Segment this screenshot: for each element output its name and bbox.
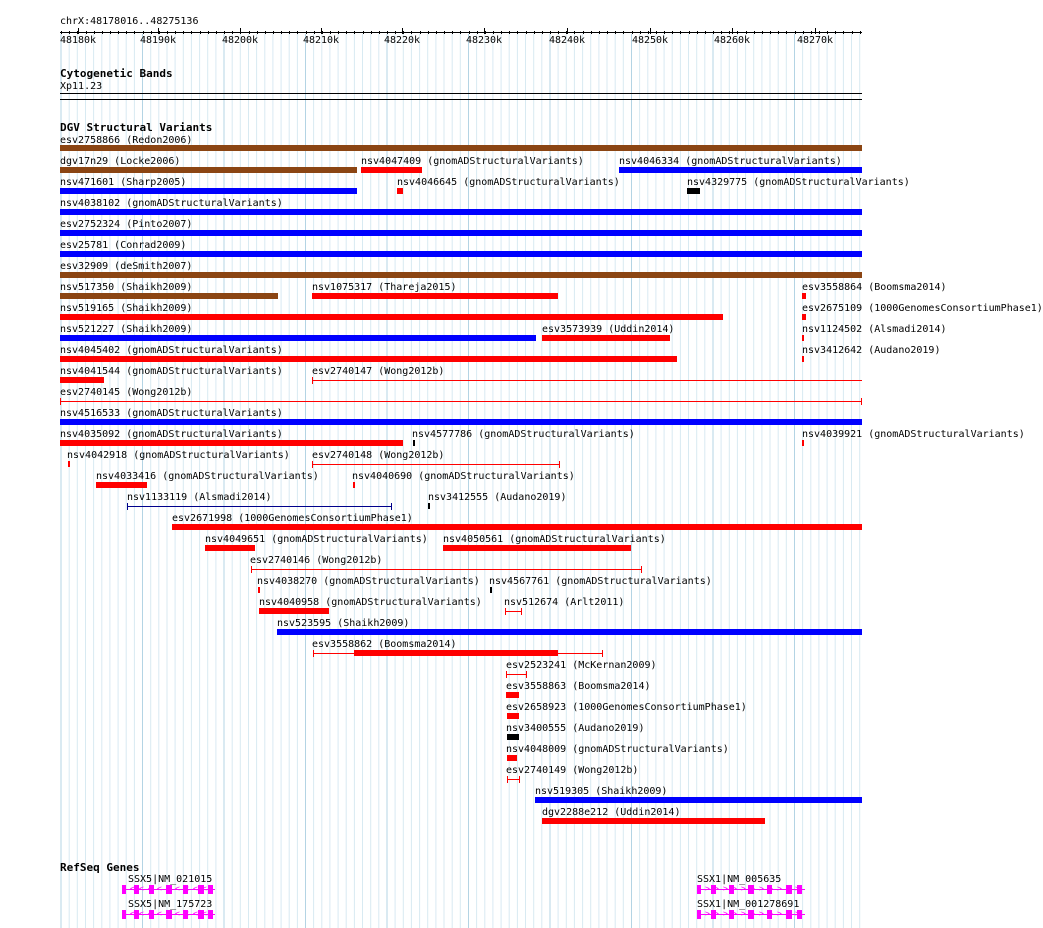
dgv-feature-label[interactable]: nsv4049651 (gnomADStructuralVariants) bbox=[205, 534, 428, 545]
dgv-feature-bar[interactable] bbox=[60, 272, 862, 278]
ruler-minor-tick bbox=[200, 31, 201, 34]
dgv-feature-bar[interactable] bbox=[619, 167, 862, 173]
ruler-minor-tick bbox=[460, 31, 461, 34]
ruler-minor-tick bbox=[729, 31, 730, 34]
dgv-feature-label[interactable]: nsv4038102 (gnomADStructuralVariants) bbox=[60, 198, 283, 209]
dgv-feature-label[interactable]: esv3558862 (Boomsma2014) bbox=[312, 639, 457, 650]
dgv-feature-cap bbox=[641, 566, 642, 573]
ruler-minor-tick bbox=[746, 31, 747, 34]
refseq-exon[interactable] bbox=[122, 885, 126, 894]
ruler-tick-label: 48200k bbox=[221, 35, 259, 46]
refseq-exon[interactable] bbox=[729, 910, 734, 919]
ruler-tick-label: 48220k bbox=[383, 35, 421, 46]
refseq-exon[interactable] bbox=[767, 885, 772, 894]
ruler-minor-tick bbox=[697, 31, 698, 34]
dgv-feature-label[interactable]: nsv4041544 (gnomADStructuralVariants) bbox=[60, 366, 283, 377]
cytobands-track-title: Cytogenetic Bands bbox=[60, 67, 173, 80]
refseq-exon[interactable] bbox=[711, 885, 716, 894]
cytoband-line-bottom bbox=[60, 99, 862, 100]
dgv-feature-cap bbox=[60, 398, 61, 405]
ruler-minor-tick bbox=[811, 31, 812, 34]
ruler-minor-tick bbox=[289, 31, 290, 34]
cytoband-line-top bbox=[60, 93, 862, 94]
ruler-minor-tick bbox=[338, 31, 339, 34]
ruler-minor-tick bbox=[126, 31, 127, 34]
dgv-feature-bar[interactable] bbox=[428, 503, 430, 509]
ruler-minor-tick bbox=[143, 31, 144, 34]
ruler-minor-tick bbox=[306, 31, 307, 34]
ruler-minor-tick bbox=[69, 31, 70, 34]
dgv-feature-bar[interactable] bbox=[397, 188, 403, 194]
dgv-feature-cap bbox=[391, 503, 392, 510]
ruler-tick-label: 48260k bbox=[713, 35, 751, 46]
refseq-exon[interactable] bbox=[711, 910, 716, 919]
ruler-minor-tick bbox=[493, 31, 494, 34]
dgv-feature-bar[interactable] bbox=[507, 713, 519, 719]
dgv-feature-bar[interactable] bbox=[802, 335, 804, 341]
dgv-feature-label[interactable]: nsv519165 (Shaikh2009) bbox=[60, 303, 193, 314]
refseq-track-title: RefSeq Genes bbox=[60, 861, 140, 874]
ruler-minor-tick bbox=[118, 31, 119, 34]
ruler-minor-tick bbox=[705, 31, 706, 34]
ruler-tick bbox=[650, 28, 651, 34]
dgv-feature-label[interactable]: nsv523595 (Shaikh2009) bbox=[277, 618, 410, 629]
ruler-minor-tick bbox=[574, 31, 575, 34]
dgv-feature-label[interactable]: nsv4042918 (gnomADStructuralVariants) bbox=[67, 450, 290, 461]
ruler-minor-tick bbox=[632, 31, 633, 34]
ruler-minor-tick bbox=[354, 31, 355, 34]
dgv-feature-bar[interactable] bbox=[413, 440, 415, 446]
ruler-minor-tick bbox=[61, 31, 62, 34]
dgv-feature-line[interactable] bbox=[127, 506, 391, 507]
ruler-minor-tick bbox=[860, 31, 861, 34]
dgv-feature-label[interactable]: nsv471601 (Sharp2005) bbox=[60, 177, 187, 188]
dgv-feature-bar[interactable] bbox=[506, 692, 519, 698]
dgv-feature-label[interactable]: nsv4047409 (gnomADStructuralVariants) bbox=[361, 156, 584, 167]
dgv-feature-label[interactable]: nsv4050561 (gnomADStructuralVariants) bbox=[443, 534, 666, 545]
refseq-exon[interactable] bbox=[149, 910, 154, 919]
ruler-minor-tick bbox=[689, 31, 690, 34]
dgv-feature-label[interactable]: nsv3400555 (Audano2019) bbox=[506, 723, 645, 734]
ruler-tick-label: 48190k bbox=[139, 35, 177, 46]
ruler-minor-tick bbox=[216, 31, 217, 34]
refseq-exon[interactable] bbox=[166, 885, 172, 894]
ruler-minor-tick bbox=[411, 31, 412, 34]
dgv-feature-line[interactable] bbox=[312, 464, 559, 465]
dgv-feature-label[interactable]: dgv2288e212 (Uddin2014) bbox=[542, 807, 681, 818]
ruler-minor-tick bbox=[558, 31, 559, 34]
dgv-feature-bar[interactable] bbox=[507, 734, 519, 740]
dgv-feature-label[interactable]: esv2523241 (McKernan2009) bbox=[506, 660, 657, 671]
dgv-feature-bar[interactable] bbox=[507, 755, 517, 761]
dgv-feature-cap bbox=[526, 671, 527, 678]
dgv-feature-label[interactable]: esv2758866 (Redon2006) bbox=[60, 135, 193, 146]
dgv-feature-bar[interactable] bbox=[60, 440, 403, 446]
ruler-minor-tick bbox=[526, 31, 527, 34]
dgv-feature-bar[interactable] bbox=[802, 314, 806, 320]
dgv-feature-line[interactable] bbox=[60, 401, 861, 402]
ruler-minor-tick bbox=[175, 31, 176, 34]
dgv-feature-label[interactable]: nsv512674 (Arlt2011) bbox=[504, 597, 625, 608]
refseq-exon[interactable] bbox=[797, 910, 802, 919]
ruler-minor-tick bbox=[852, 31, 853, 34]
dgv-feature-label[interactable]: esv3558864 (Boomsma2014) bbox=[802, 282, 947, 293]
dgv-feature-bar[interactable] bbox=[60, 377, 104, 383]
dgv-feature-label[interactable]: nsv4046334 (gnomADStructuralVariants) bbox=[619, 156, 842, 167]
ruler-minor-tick bbox=[208, 31, 209, 34]
ruler-minor-tick bbox=[656, 31, 657, 34]
dgv-feature-label[interactable]: esv2740145 (Wong2012b) bbox=[60, 387, 193, 398]
ruler-tick bbox=[815, 28, 816, 34]
refseq-exon[interactable] bbox=[748, 885, 754, 894]
refseq-exon[interactable] bbox=[122, 910, 126, 919]
ruler-minor-tick bbox=[762, 31, 763, 34]
refseq-exon[interactable] bbox=[198, 885, 204, 894]
ruler-minor-tick bbox=[648, 31, 649, 34]
dgv-feature-bar[interactable] bbox=[443, 545, 631, 551]
ruler-minor-tick bbox=[452, 31, 453, 34]
ruler-minor-tick bbox=[754, 31, 755, 34]
ruler-minor-tick bbox=[607, 31, 608, 34]
ruler-minor-tick bbox=[770, 31, 771, 34]
dgv-feature-bar[interactable] bbox=[60, 419, 862, 425]
ruler-minor-tick bbox=[501, 31, 502, 34]
dgv-feature-label[interactable]: esv32909 (deSmith2007) bbox=[60, 261, 193, 272]
refseq-exon[interactable] bbox=[134, 885, 139, 894]
ruler-minor-tick bbox=[387, 31, 388, 34]
dgv-feature-bar[interactable] bbox=[687, 188, 700, 194]
dgv-feature-label[interactable]: nsv4045402 (gnomADStructuralVariants) bbox=[60, 345, 283, 356]
dgv-feature-bar[interactable] bbox=[353, 482, 355, 488]
ruler-minor-tick bbox=[363, 31, 364, 34]
dgv-feature-label[interactable]: nsv4329775 (gnomADStructuralVariants) bbox=[687, 177, 910, 188]
ruler-minor-tick bbox=[265, 31, 266, 34]
dgv-feature-cap bbox=[519, 776, 520, 783]
ruler-minor-tick bbox=[737, 31, 738, 34]
dgv-feature-bar[interactable] bbox=[802, 293, 806, 299]
dgv-feature-bar[interactable] bbox=[258, 587, 260, 593]
dgv-feature-bar[interactable] bbox=[542, 818, 765, 824]
ruler-minor-tick bbox=[615, 31, 616, 34]
dgv-feature-bar[interactable] bbox=[60, 314, 723, 320]
ruler-minor-tick bbox=[721, 31, 722, 34]
ruler-minor-tick bbox=[672, 31, 673, 34]
dgv-feature-line[interactable] bbox=[251, 569, 641, 570]
ruler-minor-tick bbox=[346, 31, 347, 34]
ruler-minor-tick bbox=[803, 31, 804, 34]
ruler-minor-tick bbox=[371, 31, 372, 34]
dgv-feature-label[interactable]: nsv4516533 (gnomADStructuralVariants) bbox=[60, 408, 283, 419]
dgv-feature-label[interactable]: esv2675109 (1000GenomesConsortiumPhase1) bbox=[802, 303, 1043, 314]
dgv-feature-label[interactable]: nsv4048009 (gnomADStructuralVariants) bbox=[506, 744, 729, 755]
ruler-tick bbox=[732, 28, 733, 34]
dgv-feature-label[interactable]: nsv3412555 (Audano2019) bbox=[428, 492, 567, 503]
refseq-exon[interactable] bbox=[748, 910, 754, 919]
ruler-minor-tick bbox=[599, 31, 600, 34]
ruler-minor-tick bbox=[591, 31, 592, 34]
dgv-feature-label[interactable]: nsv1124502 (Alsmadi2014) bbox=[802, 324, 947, 335]
ruler-minor-tick bbox=[249, 31, 250, 34]
ruler-minor-tick bbox=[795, 31, 796, 34]
dgv-feature-bar[interactable] bbox=[60, 293, 278, 299]
ruler-minor-tick bbox=[314, 31, 315, 34]
dgv-feature-label[interactable]: nsv521227 (Shaikh2009) bbox=[60, 324, 193, 335]
ruler-minor-tick bbox=[713, 31, 714, 34]
dgv-feature-cap bbox=[312, 377, 313, 384]
dgv-feature-label[interactable]: nsv517350 (Shaikh2009) bbox=[60, 282, 193, 293]
ruler-minor-tick bbox=[240, 31, 241, 34]
ruler-minor-tick bbox=[330, 31, 331, 34]
dgv-feature-label[interactable]: esv2740149 (Wong2012b) bbox=[506, 765, 639, 776]
dgv-track-title: DGV Structural Variants bbox=[60, 121, 213, 134]
dgv-feature-bar[interactable] bbox=[96, 482, 147, 488]
ruler-minor-tick bbox=[94, 31, 95, 34]
dgv-feature-label[interactable]: nsv4040958 (gnomADStructuralVariants) bbox=[259, 597, 482, 608]
refseq-exon[interactable] bbox=[797, 885, 802, 894]
dgv-feature-bar[interactable] bbox=[361, 167, 422, 173]
dgv-feature-bar[interactable] bbox=[60, 335, 536, 341]
dgv-feature-cap bbox=[505, 608, 506, 615]
dgv-feature-cap bbox=[861, 398, 862, 405]
ruler-minor-tick bbox=[257, 31, 258, 34]
dgv-feature-line[interactable] bbox=[507, 779, 519, 780]
ruler-minor-tick bbox=[297, 31, 298, 34]
dgv-feature-label[interactable]: nsv3412642 (Audano2019) bbox=[802, 345, 941, 356]
dgv-feature-bar[interactable] bbox=[542, 335, 670, 341]
dgv-feature-bar[interactable] bbox=[535, 797, 862, 803]
ruler-minor-tick bbox=[843, 31, 844, 34]
dgv-feature-label[interactable]: esv3558863 (Boomsma2014) bbox=[506, 681, 651, 692]
ruler-minor-tick bbox=[224, 31, 225, 34]
ruler-minor-tick bbox=[151, 31, 152, 34]
dgv-feature-cap bbox=[312, 461, 313, 468]
dgv-feature-label[interactable]: esv25781 (Conrad2009) bbox=[60, 240, 187, 251]
ruler-minor-tick bbox=[428, 31, 429, 34]
ruler-minor-tick bbox=[477, 31, 478, 34]
ruler-minor-tick bbox=[509, 31, 510, 34]
ruler-minor-tick bbox=[542, 31, 543, 34]
dgv-feature-label[interactable]: esv3573939 (Uddin2014) bbox=[542, 324, 675, 335]
dgv-feature-bar[interactable] bbox=[60, 167, 357, 173]
dgv-feature-bar[interactable] bbox=[60, 230, 862, 236]
dgv-feature-bar[interactable] bbox=[172, 524, 862, 530]
dgv-feature-cap bbox=[251, 566, 252, 573]
dgv-feature-whisker bbox=[558, 653, 602, 654]
ruler-minor-tick bbox=[110, 31, 111, 34]
ruler-tick-label: 48240k bbox=[548, 35, 586, 46]
ruler-minor-tick bbox=[485, 31, 486, 34]
dgv-feature-bar[interactable] bbox=[60, 209, 862, 215]
dgv-feature-label[interactable]: nsv4039921 (gnomADStructuralVariants) bbox=[802, 429, 1025, 440]
dgv-feature-label[interactable]: nsv1133119 (Alsmadi2014) bbox=[127, 492, 272, 503]
refseq-gene-label[interactable]: SSX1|NM_005635 bbox=[697, 874, 782, 885]
ruler-minor-tick bbox=[827, 31, 828, 34]
ruler-minor-tick bbox=[77, 31, 78, 34]
ruler-minor-tick bbox=[680, 31, 681, 34]
ruler-minor-tick bbox=[420, 31, 421, 34]
dgv-feature-bar[interactable] bbox=[802, 440, 804, 446]
dgv-feature-bar[interactable] bbox=[60, 188, 357, 194]
ruler-minor-tick bbox=[640, 31, 641, 34]
ruler-minor-tick bbox=[86, 31, 87, 34]
ruler-minor-tick bbox=[191, 31, 192, 34]
ruler-minor-tick bbox=[273, 31, 274, 34]
refseq-exon[interactable] bbox=[208, 910, 213, 919]
ruler-minor-tick bbox=[469, 31, 470, 34]
ruler-tick-label: 48210k bbox=[302, 35, 340, 46]
dgv-feature-label[interactable]: nsv519305 (Shaikh2009) bbox=[535, 786, 668, 797]
dgv-feature-bar[interactable] bbox=[277, 629, 862, 635]
dgv-feature-bar[interactable] bbox=[68, 461, 70, 467]
ruler-minor-tick bbox=[379, 31, 380, 34]
dgv-feature-bar[interactable] bbox=[802, 356, 804, 362]
ruler-minor-tick bbox=[444, 31, 445, 34]
refseq-gene-label[interactable]: SSX1|NM_001278691 bbox=[697, 899, 800, 910]
ruler-tick-label: 48180k bbox=[59, 35, 97, 46]
ruler-tick-label: 48230k bbox=[465, 35, 503, 46]
refseq-exon[interactable] bbox=[208, 885, 213, 894]
dgv-feature-bar[interactable] bbox=[490, 587, 492, 593]
ruler-tick-label: 48270k bbox=[796, 35, 834, 46]
refseq-exon[interactable] bbox=[697, 910, 701, 919]
ruler-minor-tick bbox=[819, 31, 820, 34]
refseq-gene-label[interactable]: SSX5|NM_175723 bbox=[128, 899, 213, 910]
ruler-minor-tick bbox=[436, 31, 437, 34]
ruler-minor-tick bbox=[322, 31, 323, 34]
dgv-feature-line[interactable] bbox=[505, 611, 521, 612]
dgv-feature-label[interactable]: nsv4040690 (gnomADStructuralVariants) bbox=[352, 471, 575, 482]
dgv-feature-line[interactable] bbox=[312, 380, 862, 381]
dgv-feature-label[interactable]: esv2740148 (Wong2012b) bbox=[312, 450, 445, 461]
dgv-feature-bar[interactable] bbox=[354, 650, 558, 656]
ruler-minor-tick bbox=[566, 31, 567, 34]
refseq-exon[interactable] bbox=[183, 910, 188, 919]
ruler-minor-tick bbox=[583, 31, 584, 34]
ruler-minor-tick bbox=[281, 31, 282, 34]
dgv-feature-cap bbox=[602, 650, 603, 657]
dgv-feature-bar[interactable] bbox=[60, 356, 677, 362]
ruler-minor-tick bbox=[232, 31, 233, 34]
dgv-feature-label[interactable]: esv2752324 (Pinto2007) bbox=[60, 219, 193, 230]
dgv-feature-bar[interactable] bbox=[312, 293, 558, 299]
dgv-feature-label[interactable]: nsv4046645 (gnomADStructuralVariants) bbox=[397, 177, 620, 188]
dgv-feature-label[interactable]: esv2740146 (Wong2012b) bbox=[250, 555, 383, 566]
dgv-feature-label[interactable]: esv2658923 (1000GenomesConsortiumPhase1) bbox=[506, 702, 747, 713]
dgv-feature-label[interactable]: nsv4035092 (gnomADStructuralVariants) bbox=[60, 429, 283, 440]
cytoband-label: Xp11.23 bbox=[60, 81, 103, 92]
ruler-minor-tick bbox=[159, 31, 160, 34]
dgv-feature-line[interactable] bbox=[506, 674, 526, 675]
ruler-tick-label: 48250k bbox=[631, 35, 669, 46]
ruler-minor-tick bbox=[550, 31, 551, 34]
ruler-minor-tick bbox=[134, 31, 135, 34]
ruler-minor-tick bbox=[167, 31, 168, 34]
dgv-feature-label[interactable]: nsv4577786 (gnomADStructuralVariants) bbox=[412, 429, 635, 440]
dgv-feature-label[interactable]: nsv4038270 (gnomADStructuralVariants) bbox=[257, 576, 480, 587]
dgv-feature-bar[interactable] bbox=[205, 545, 255, 551]
refseq-exon[interactable] bbox=[786, 910, 792, 919]
dgv-feature-label[interactable]: nsv4567761 (gnomADStructuralVariants) bbox=[489, 576, 712, 587]
refseq-exon[interactable] bbox=[149, 885, 154, 894]
ruler-minor-tick bbox=[517, 31, 518, 34]
dgv-feature-cap bbox=[507, 776, 508, 783]
ruler-minor-tick bbox=[534, 31, 535, 34]
dgv-feature-label[interactable]: esv2671998 (1000GenomesConsortiumPhase1) bbox=[172, 513, 413, 524]
refseq-exon[interactable] bbox=[697, 885, 701, 894]
refseq-exon[interactable] bbox=[767, 910, 772, 919]
dgv-feature-label[interactable]: nsv1075317 (Thareja2015) bbox=[312, 282, 457, 293]
dgv-feature-whisker bbox=[313, 653, 354, 654]
ruler-minor-tick bbox=[183, 31, 184, 34]
ruler-minor-tick bbox=[786, 31, 787, 34]
refseq-exon[interactable] bbox=[729, 885, 734, 894]
dgv-feature-bar[interactable] bbox=[60, 251, 862, 257]
ruler-minor-tick bbox=[403, 31, 404, 34]
ruler-minor-tick bbox=[102, 31, 103, 34]
dgv-feature-label[interactable]: esv2740147 (Wong2012b) bbox=[312, 366, 445, 377]
ruler-minor-tick bbox=[835, 31, 836, 34]
dgv-feature-label[interactable]: dgv17n29 (Locke2006) bbox=[60, 156, 181, 167]
dgv-feature-cap bbox=[313, 650, 314, 657]
dgv-feature-cap bbox=[127, 503, 128, 510]
ruler-minor-tick bbox=[395, 31, 396, 34]
refseq-exon[interactable] bbox=[198, 910, 204, 919]
refseq-exon[interactable] bbox=[183, 885, 188, 894]
dgv-feature-cap bbox=[506, 671, 507, 678]
ruler-minor-tick bbox=[664, 31, 665, 34]
dgv-feature-cap bbox=[521, 608, 522, 615]
dgv-feature-label[interactable]: nsv4033416 (gnomADStructuralVariants) bbox=[96, 471, 319, 482]
ruler-minor-tick bbox=[623, 31, 624, 34]
dgv-feature-bar[interactable] bbox=[259, 608, 329, 614]
ruler-minor-tick bbox=[778, 31, 779, 34]
ruler-position-label: chrX:48178016..48275136 bbox=[60, 16, 199, 27]
refseq-exon[interactable] bbox=[166, 910, 172, 919]
refseq-exon[interactable] bbox=[134, 910, 139, 919]
refseq-exon[interactable] bbox=[786, 885, 792, 894]
refseq-gene-label[interactable]: SSX5|NM_021015 bbox=[128, 874, 213, 885]
dgv-feature-cap bbox=[559, 461, 560, 468]
